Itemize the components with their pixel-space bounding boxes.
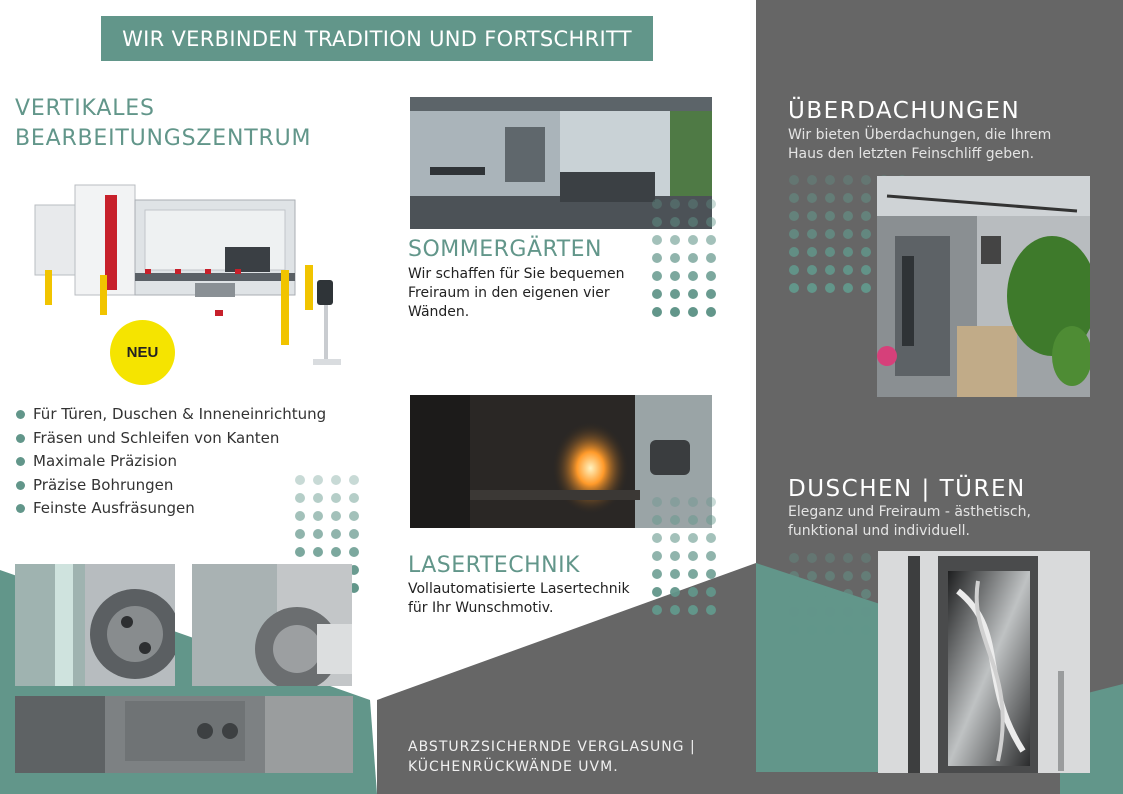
dot-icon (688, 497, 698, 507)
dot-icon (789, 211, 799, 221)
dot-icon (652, 217, 662, 227)
dot-icon (789, 229, 799, 239)
dot-icon (825, 283, 835, 293)
dot-icon (843, 229, 853, 239)
dot-icon (843, 625, 853, 635)
dot-icon (688, 307, 698, 317)
dot-icon (349, 511, 359, 521)
dot-icon (706, 497, 716, 507)
machine-heading (15, 94, 355, 154)
dot-icon (670, 289, 680, 299)
dot-icon (789, 625, 799, 635)
dot-icon (706, 569, 716, 579)
dot-icon (789, 643, 799, 653)
dot-icon (295, 511, 305, 521)
dot-icon (706, 289, 716, 299)
dot-icon (670, 235, 680, 245)
dot-icon (843, 193, 853, 203)
dot-icon (331, 493, 341, 503)
dot-icon (825, 607, 835, 617)
dot-icon (706, 587, 716, 597)
dot-icon (843, 643, 853, 653)
dot-icon (807, 229, 817, 239)
dot-icon (349, 529, 359, 539)
dot-icon (295, 547, 305, 557)
dot-icon (313, 475, 323, 485)
dot-icon (688, 569, 698, 579)
dot-icon (789, 589, 799, 599)
dot-icon (861, 247, 871, 257)
dot-icon (670, 307, 680, 317)
dot-icon (295, 493, 305, 503)
dot-icon (652, 199, 662, 209)
dot-icon (789, 193, 799, 203)
duschen-tueren-heading: DUSCHEN | TÜREN (788, 476, 1026, 502)
dot-icon (807, 607, 817, 617)
dot-icon (861, 643, 871, 653)
dot-icon (807, 625, 817, 635)
dot-icon (807, 571, 817, 581)
dot-icon (807, 247, 817, 257)
dot-icon (331, 529, 341, 539)
dot-icon (670, 587, 680, 597)
dot-icon (652, 515, 662, 525)
dot-icon (807, 211, 817, 221)
dot-icon (688, 551, 698, 561)
dot-icon (313, 547, 323, 557)
dot-icon (670, 497, 680, 507)
dot-icon (670, 533, 680, 543)
bullet-icon (16, 481, 25, 490)
list-item: Feinste Ausfräsungen (16, 497, 326, 521)
dot-icon (688, 199, 698, 209)
dot-icon (861, 193, 871, 203)
dot-icon (807, 193, 817, 203)
dot-icon (706, 271, 716, 281)
dot-icon (825, 175, 835, 185)
footer-services-text: ABSTURZSICHERNDE VERGLASUNG | KÜCHENRÜCKWÄNDE UVM. (408, 739, 696, 775)
bullet-icon (16, 457, 25, 466)
dot-icon (706, 217, 716, 227)
dot-icon (789, 265, 799, 275)
dot-icon (789, 283, 799, 293)
dot-icon (807, 643, 817, 653)
dot-icon (331, 511, 341, 521)
dot-icon (861, 211, 871, 221)
glass-door-photo (878, 551, 1090, 773)
dot-icon (825, 661, 835, 671)
list-item: Präzise Bohrungen (16, 474, 326, 498)
dot-icon (688, 605, 698, 615)
machine-heading-line2: BEARBEITUNGSZENTRUM (15, 126, 312, 151)
dot-icon (843, 607, 853, 617)
list-item: Für Türen, Duschen & Inneneinrichtung (16, 403, 326, 427)
dot-icon (825, 229, 835, 239)
dot-icon (652, 551, 662, 561)
dot-icon (313, 511, 323, 521)
lasertechnik-heading: LASERTECHNIK (408, 553, 580, 578)
dot-icon (670, 515, 680, 525)
dot-icon (706, 605, 716, 615)
dot-icon (843, 247, 853, 257)
dot-icon (843, 211, 853, 221)
sommergaerten-heading: SOMMERGÄRTEN (408, 237, 603, 262)
dot-icon (688, 515, 698, 525)
page-title-banner: WIR VERBINDEN TRADITION UND FORTSCHRITT (101, 16, 653, 61)
dot-icon (861, 283, 871, 293)
dot-icon (670, 253, 680, 263)
dot-icon (843, 283, 853, 293)
dot-icon (295, 475, 305, 485)
dot-icon (843, 175, 853, 185)
dot-icon (825, 643, 835, 653)
dot-icon (789, 571, 799, 581)
dot-icon (706, 551, 716, 561)
sommergaerten-text: Wir schaffen für Sie bequemen Freiraum in den eigenen vier Wänden. (408, 266, 625, 320)
dot-icon (670, 199, 680, 209)
dot-icon (331, 475, 341, 485)
feature-list (16, 403, 326, 521)
dot-icon (861, 589, 871, 599)
dot-icon (688, 289, 698, 299)
dot-icon (688, 533, 698, 543)
dot-pattern (652, 199, 724, 325)
dot-icon (825, 193, 835, 203)
dot-icon (789, 553, 799, 563)
dot-icon (313, 493, 323, 503)
dot-icon (706, 199, 716, 209)
dot-icon (861, 265, 871, 275)
dot-icon (861, 661, 871, 671)
duschen-tueren-text: Eleganz und Freiraum - ästhetisch, funktional und individuell. (788, 504, 1031, 539)
dot-icon (843, 589, 853, 599)
dot-icon (652, 533, 662, 543)
dot-icon (688, 217, 698, 227)
lasertechnik-text: Vollautomatisierte Lasertechnik für Ihr Wunschmotiv. (408, 581, 630, 616)
dot-icon (789, 175, 799, 185)
dot-icon (861, 175, 871, 185)
dot-icon (825, 247, 835, 257)
dot-icon (670, 605, 680, 615)
dot-icon (688, 271, 698, 281)
new-badge: NEU (110, 320, 175, 385)
dot-icon (861, 571, 871, 581)
dot-icon (807, 661, 817, 671)
canopy-door-photo (877, 176, 1090, 397)
dot-icon (825, 211, 835, 221)
list-item: Fräsen und Schleifen von Kanten (16, 427, 326, 451)
dot-icon (349, 493, 359, 503)
dot-icon (331, 547, 341, 557)
dot-icon (652, 569, 662, 579)
list-item: Maximale Präzision (16, 450, 326, 474)
dot-icon (349, 547, 359, 557)
dot-icon (807, 265, 817, 275)
dot-icon (825, 625, 835, 635)
dot-icon (706, 515, 716, 525)
dot-icon (652, 497, 662, 507)
dot-icon (652, 235, 662, 245)
dot-icon (825, 571, 835, 581)
dot-icon (825, 265, 835, 275)
dot-icon (807, 553, 817, 563)
dot-pattern (652, 497, 724, 623)
dot-icon (789, 607, 799, 617)
dot-icon (825, 589, 835, 599)
dot-icon (789, 247, 799, 257)
machine-heading-line1: VERTIKALES (15, 96, 155, 121)
dot-icon (861, 625, 871, 635)
bullet-icon (16, 410, 25, 419)
dot-icon (843, 661, 853, 671)
dot-icon (706, 235, 716, 245)
dot-icon (313, 529, 323, 539)
dot-icon (807, 283, 817, 293)
dot-icon (861, 607, 871, 617)
dot-icon (349, 475, 359, 485)
dot-icon (843, 265, 853, 275)
edge-grinding-photo-2 (192, 564, 352, 686)
dot-icon (670, 217, 680, 227)
dot-icon (670, 551, 680, 561)
dot-icon (807, 589, 817, 599)
dot-icon (688, 253, 698, 263)
dot-icon (825, 553, 835, 563)
ueberdachungen-heading: ÜBERDACHUNGEN (788, 98, 1021, 124)
dot-icon (706, 533, 716, 543)
machine-detail-photo (15, 696, 353, 773)
dot-icon (843, 571, 853, 581)
dot-icon (843, 553, 853, 563)
dot-icon (706, 307, 716, 317)
dot-icon (652, 253, 662, 263)
dot-icon (295, 529, 305, 539)
dot-icon (670, 569, 680, 579)
bullet-icon (16, 434, 25, 443)
dot-icon (807, 175, 817, 185)
dot-icon (706, 253, 716, 263)
dot-icon (670, 271, 680, 281)
bullet-icon (16, 504, 25, 513)
edge-grinding-photo-1 (15, 564, 175, 686)
dot-icon (688, 587, 698, 597)
dot-icon (861, 553, 871, 563)
dot-icon (861, 229, 871, 239)
dot-icon (789, 661, 799, 671)
ueberdachungen-text: Wir bieten Überdachungen, die Ihrem Haus den letzten Feinschliff geben. (788, 127, 1052, 162)
machining-center-image (25, 175, 355, 375)
dot-icon (688, 235, 698, 245)
